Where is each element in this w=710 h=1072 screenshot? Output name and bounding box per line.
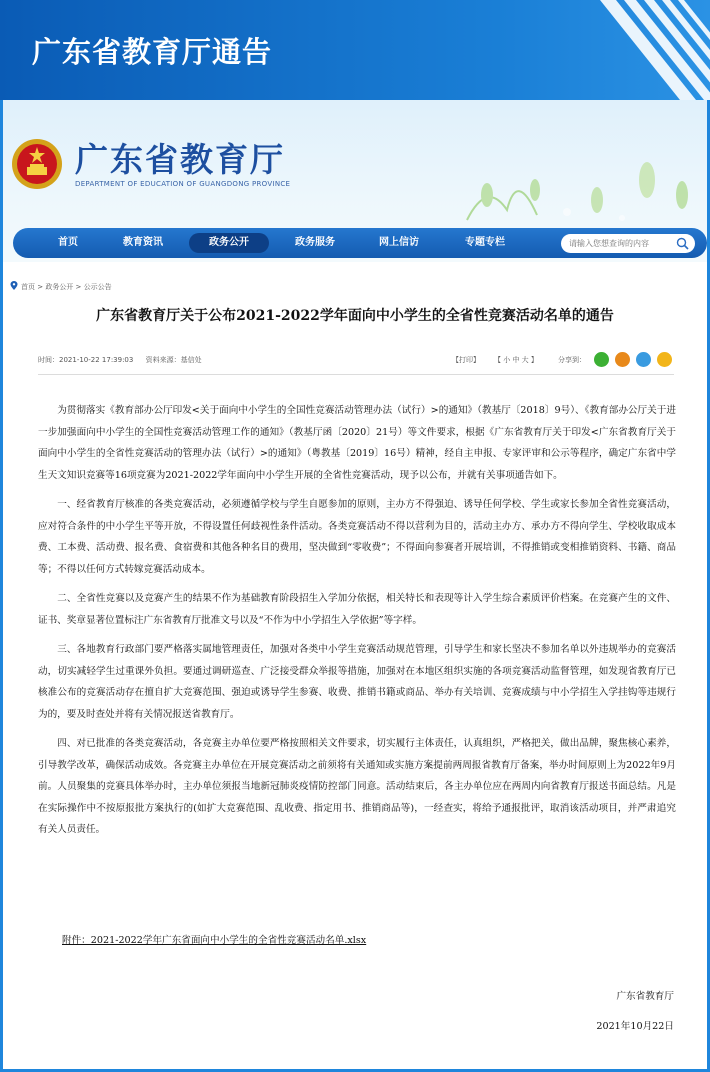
breadcrumb-text[interactable]: 首页 > 政务公开 > 公示公告 <box>21 283 112 291</box>
attachment-link[interactable]: 附件：2021-2022学年广东省面向中小学生的全省性竞赛活动名单.xlsx <box>62 935 367 946</box>
article-title: 广东省教育厅关于公布2021-2022学年面向中小学生的全省性竞赛活动名单的通告 <box>96 308 614 324</box>
nav-item-gov-affairs[interactable]: 政务公开 <box>189 233 269 253</box>
site-header <box>3 100 707 262</box>
article-paragraph: 二、全省性竞赛以及竞赛产生的结果不作为基础教育阶段招生入学加分依据，相关特长和表现等计入学生综合素质评价档案。在竞赛产生的文件、证书、奖章显著位置标注广东省教育厅批准文号以及“不作为中小学招生入学依据”等字样。 <box>38 593 676 626</box>
qzone-share-icon[interactable] <box>657 352 672 367</box>
print-link[interactable]: 【打印】 <box>452 356 480 364</box>
article-paragraph: 四、对已批准的各类竞赛活动，各竞赛主办单位要严格按照相关文件要求，切实履行主体责任，认真组织，严格把关，做出品牌，聚焦核心素养，引导教学改革，确保活动成效。各竞赛主办单位在开展竞赛活动之前须将有关通知或实施方案提前两周报省教育厅备案，举办时间原则上为2022年9月前。人员聚集的竞赛具体举办时，主办单位须报当地新冠肺炎疫情防控部门同意。活动结束后，各主办单位应在两周内向省教育厅报送书面总结。凡是在实际操作中不按原报批方案执行的(如扩大竞赛范围、乱收费、指定用书、推销商品等)，一经查实，将给予通报批评，取消该活动项目，并严肃追究有关人员责任。 <box>38 738 676 835</box>
search-input[interactable] <box>569 236 675 251</box>
site-subtitle: DEPARTMENT OF EDUCATION OF GUANGDONG PROVINCE <box>75 180 291 188</box>
nav-item-special-topics[interactable]: 专题专栏 <box>465 237 505 248</box>
article-body <box>38 400 676 849</box>
nav-item-home[interactable]: 首页 <box>58 237 78 248</box>
nav-item-gov-services[interactable]: 政务服务 <box>295 237 335 248</box>
search-icon[interactable] <box>676 237 689 250</box>
nav-item-petition[interactable]: 网上信访 <box>379 237 419 248</box>
weibo-share-icon[interactable] <box>615 352 630 367</box>
article-paragraph: 三、各地教育行政部门要严格落实属地管理责任，加强对各类中小学生竞赛活动规范管理，引导学生和家长坚决不参加名单以外违规举办的竞赛活动，切实减轻学生过重课外负担。要通过调研巡查、广泛接受群众举报等措施，加强对在本地区组织实施的各项竞赛活动监督管理，如发现省教育厅已核准公布的竞赛活动存在擅自扩大竞赛范围、强迫或诱导学生参赛、收费、推销书籍或商品、举办有关培训、竞赛成绩与中小学招生入学挂钩等违规行为的，要及时查处并将有关情况报送省教育厅。 <box>38 644 676 720</box>
search-box <box>561 234 695 253</box>
national-emblem-icon <box>11 138 63 190</box>
main-nav <box>13 228 707 258</box>
wechat-share-icon[interactable] <box>594 352 609 367</box>
signature: 广东省教育厅 <box>616 991 674 1002</box>
article-paragraph: 一、经省教育厅核准的各类竞赛活动，必须遵循学校与学生自愿参加的原则，主办方不得强迫、诱导任何学校、学生或家长参加全省性竞赛活动，应对符合条件的中小学生平等开放，不得设置任何歧视性条件活动。各类竞赛活动不得以营利为目的，活动主办方、承办方不得向学生、学校收取成本费、工本费、活动费、报名费、食宿费和其他各种名目的费用，坚决做到“零收费”；不得面向参赛者开展培训，不得推销或变相推销资料、书籍、商品等；不得以任何方式转嫁竞赛活动成本。 <box>38 499 676 575</box>
share-label: 分享到： <box>558 356 586 364</box>
banner-title: 广东省教育厅通告 <box>32 35 273 69</box>
font-size-switcher[interactable]: 【 小 中 大 】 <box>494 356 538 364</box>
article-source: 资料来源：基信处 <box>145 356 202 364</box>
article-meta <box>38 355 212 365</box>
publish-time: 时间：2021-10-22 17:39:03 <box>38 356 134 364</box>
location-pin-icon <box>10 281 18 290</box>
nav-item-news[interactable]: 教育资讯 <box>123 237 163 248</box>
leaf-decoration <box>447 140 707 230</box>
meta-divider <box>38 374 674 375</box>
breadcrumb <box>10 281 112 292</box>
signature-date: 2021年10月22日 <box>596 1021 674 1032</box>
page-banner <box>0 0 710 100</box>
article-paragraph: 为贯彻落实《教育部办公厅印发<关于面向中小学生的全国性竞赛活动管理办法（试行）>的通知》（教基厅〔2018〕9号）、《教育部办公厅关于进一步加强面向中小学生的全国性竞赛活动管理工作的通知》（教基厅函〔2020〕21号）等文件要求，根据《广东省教育厅关于印发<广东省教育厅关于面向中小学生的全省性竞赛活动的管理办法（试行）>的通知》（粤教基〔2019〕16号）精神，经自主申报、专家评审和公示等程序，确定广东省中学生天文知识竞赛等16项竞赛为2021-2022学年面向中小学生开展的全省性竞赛活动，现予以公布，并就有关事项通告如下。 <box>38 405 676 481</box>
qq-share-icon[interactable] <box>636 352 651 367</box>
banner-stripes-decoration <box>450 0 710 100</box>
site-title: 广东省教育厅 <box>75 140 285 179</box>
